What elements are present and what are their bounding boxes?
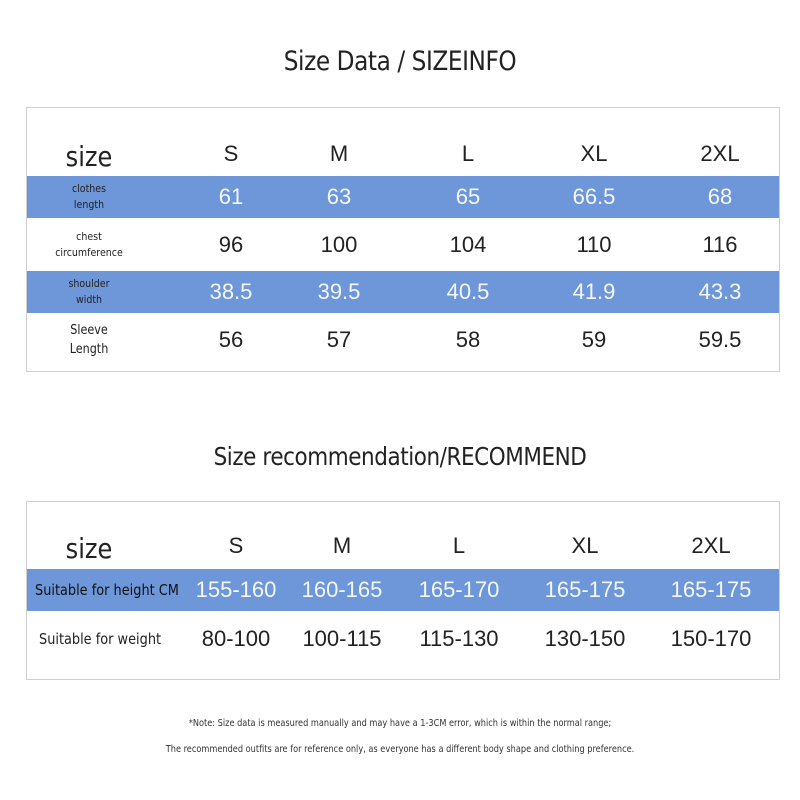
table-cell: 165-170 [418, 577, 500, 602]
table-row [27, 271, 779, 313]
size-header-s: S [223, 141, 239, 166]
row-label-chest-circumference: chest circumference [55, 230, 123, 259]
table-cell: 66.5 [572, 184, 616, 209]
reference-note: The recommended outfits are for reference only, as everyone has a different body shape and clothing preference. [165, 744, 635, 755]
size-header-s: S [228, 533, 244, 558]
table-cell: 65 [455, 184, 481, 209]
table-cell: 165-175 [544, 577, 626, 602]
size-info-title: Size Data / SIZEINFO [283, 46, 517, 77]
table-row [27, 222, 779, 268]
row-label-weight: Suitable for weight [39, 630, 162, 648]
recommend-table [26, 501, 780, 680]
table-cell: 58 [455, 327, 481, 352]
table-cell: 63 [326, 184, 352, 209]
table-cell: 61 [218, 184, 244, 209]
table-row [27, 569, 779, 611]
size-header-xl: XL [571, 533, 599, 558]
table-cell: 38.5 [209, 279, 253, 304]
size-header-l: L [452, 533, 466, 558]
row-label-height: Suitable for height CM [35, 581, 179, 599]
table-cell: 96 [218, 232, 244, 257]
table-cell: 59 [581, 327, 607, 352]
recommend-header-row [27, 516, 779, 576]
table-cell: 56 [218, 327, 244, 352]
table-row [27, 317, 779, 363]
row-label-clothes-length: clothes length [71, 182, 107, 211]
table-cell: 115-130 [419, 626, 499, 651]
size-header-label: size [65, 140, 113, 173]
table-cell: 40.5 [446, 279, 490, 304]
size-header-2xl: 2XL [691, 533, 731, 558]
row-label-sleeve-length: Sleeve Length [69, 323, 109, 357]
table-row [27, 616, 779, 662]
table-cell: 100 [320, 232, 358, 257]
recommend-title: Size recommendation/RECOMMEND [213, 442, 587, 471]
table-cell: 150-170 [670, 626, 752, 651]
size-header-m: M [329, 141, 349, 166]
table-cell: 104 [449, 232, 487, 257]
table-cell: 43.3 [698, 279, 742, 304]
table-cell: 130-150 [544, 626, 626, 651]
table-cell: 100-115 [302, 626, 382, 651]
table-cell: 68 [707, 184, 733, 209]
table-cell: 155-160 [195, 577, 277, 602]
table-cell: 39.5 [317, 279, 361, 304]
row-label-shoulder-width: shoulder width [68, 277, 110, 306]
table-cell: 110 [576, 232, 612, 257]
size-header-xl: XL [580, 141, 608, 166]
table-cell: 57 [326, 327, 352, 352]
size-header-l: L [461, 141, 475, 166]
table-cell: 116 [702, 232, 738, 257]
size-header-m: M [332, 533, 352, 558]
table-row [27, 176, 779, 218]
table-cell: 59.5 [698, 327, 742, 352]
size-header-label: size [65, 532, 113, 565]
table-cell: 165-175 [670, 577, 752, 602]
size-info-table [26, 107, 780, 372]
table-cell: 41.9 [572, 279, 616, 304]
table-cell: 160-165 [301, 577, 383, 602]
size-header-2xl: 2XL [700, 141, 740, 166]
table-cell: 80-100 [201, 626, 271, 651]
measurement-note: *Note: Size data is measured manually and may have a 1-3CM error, which is within the normal range; [188, 718, 612, 729]
